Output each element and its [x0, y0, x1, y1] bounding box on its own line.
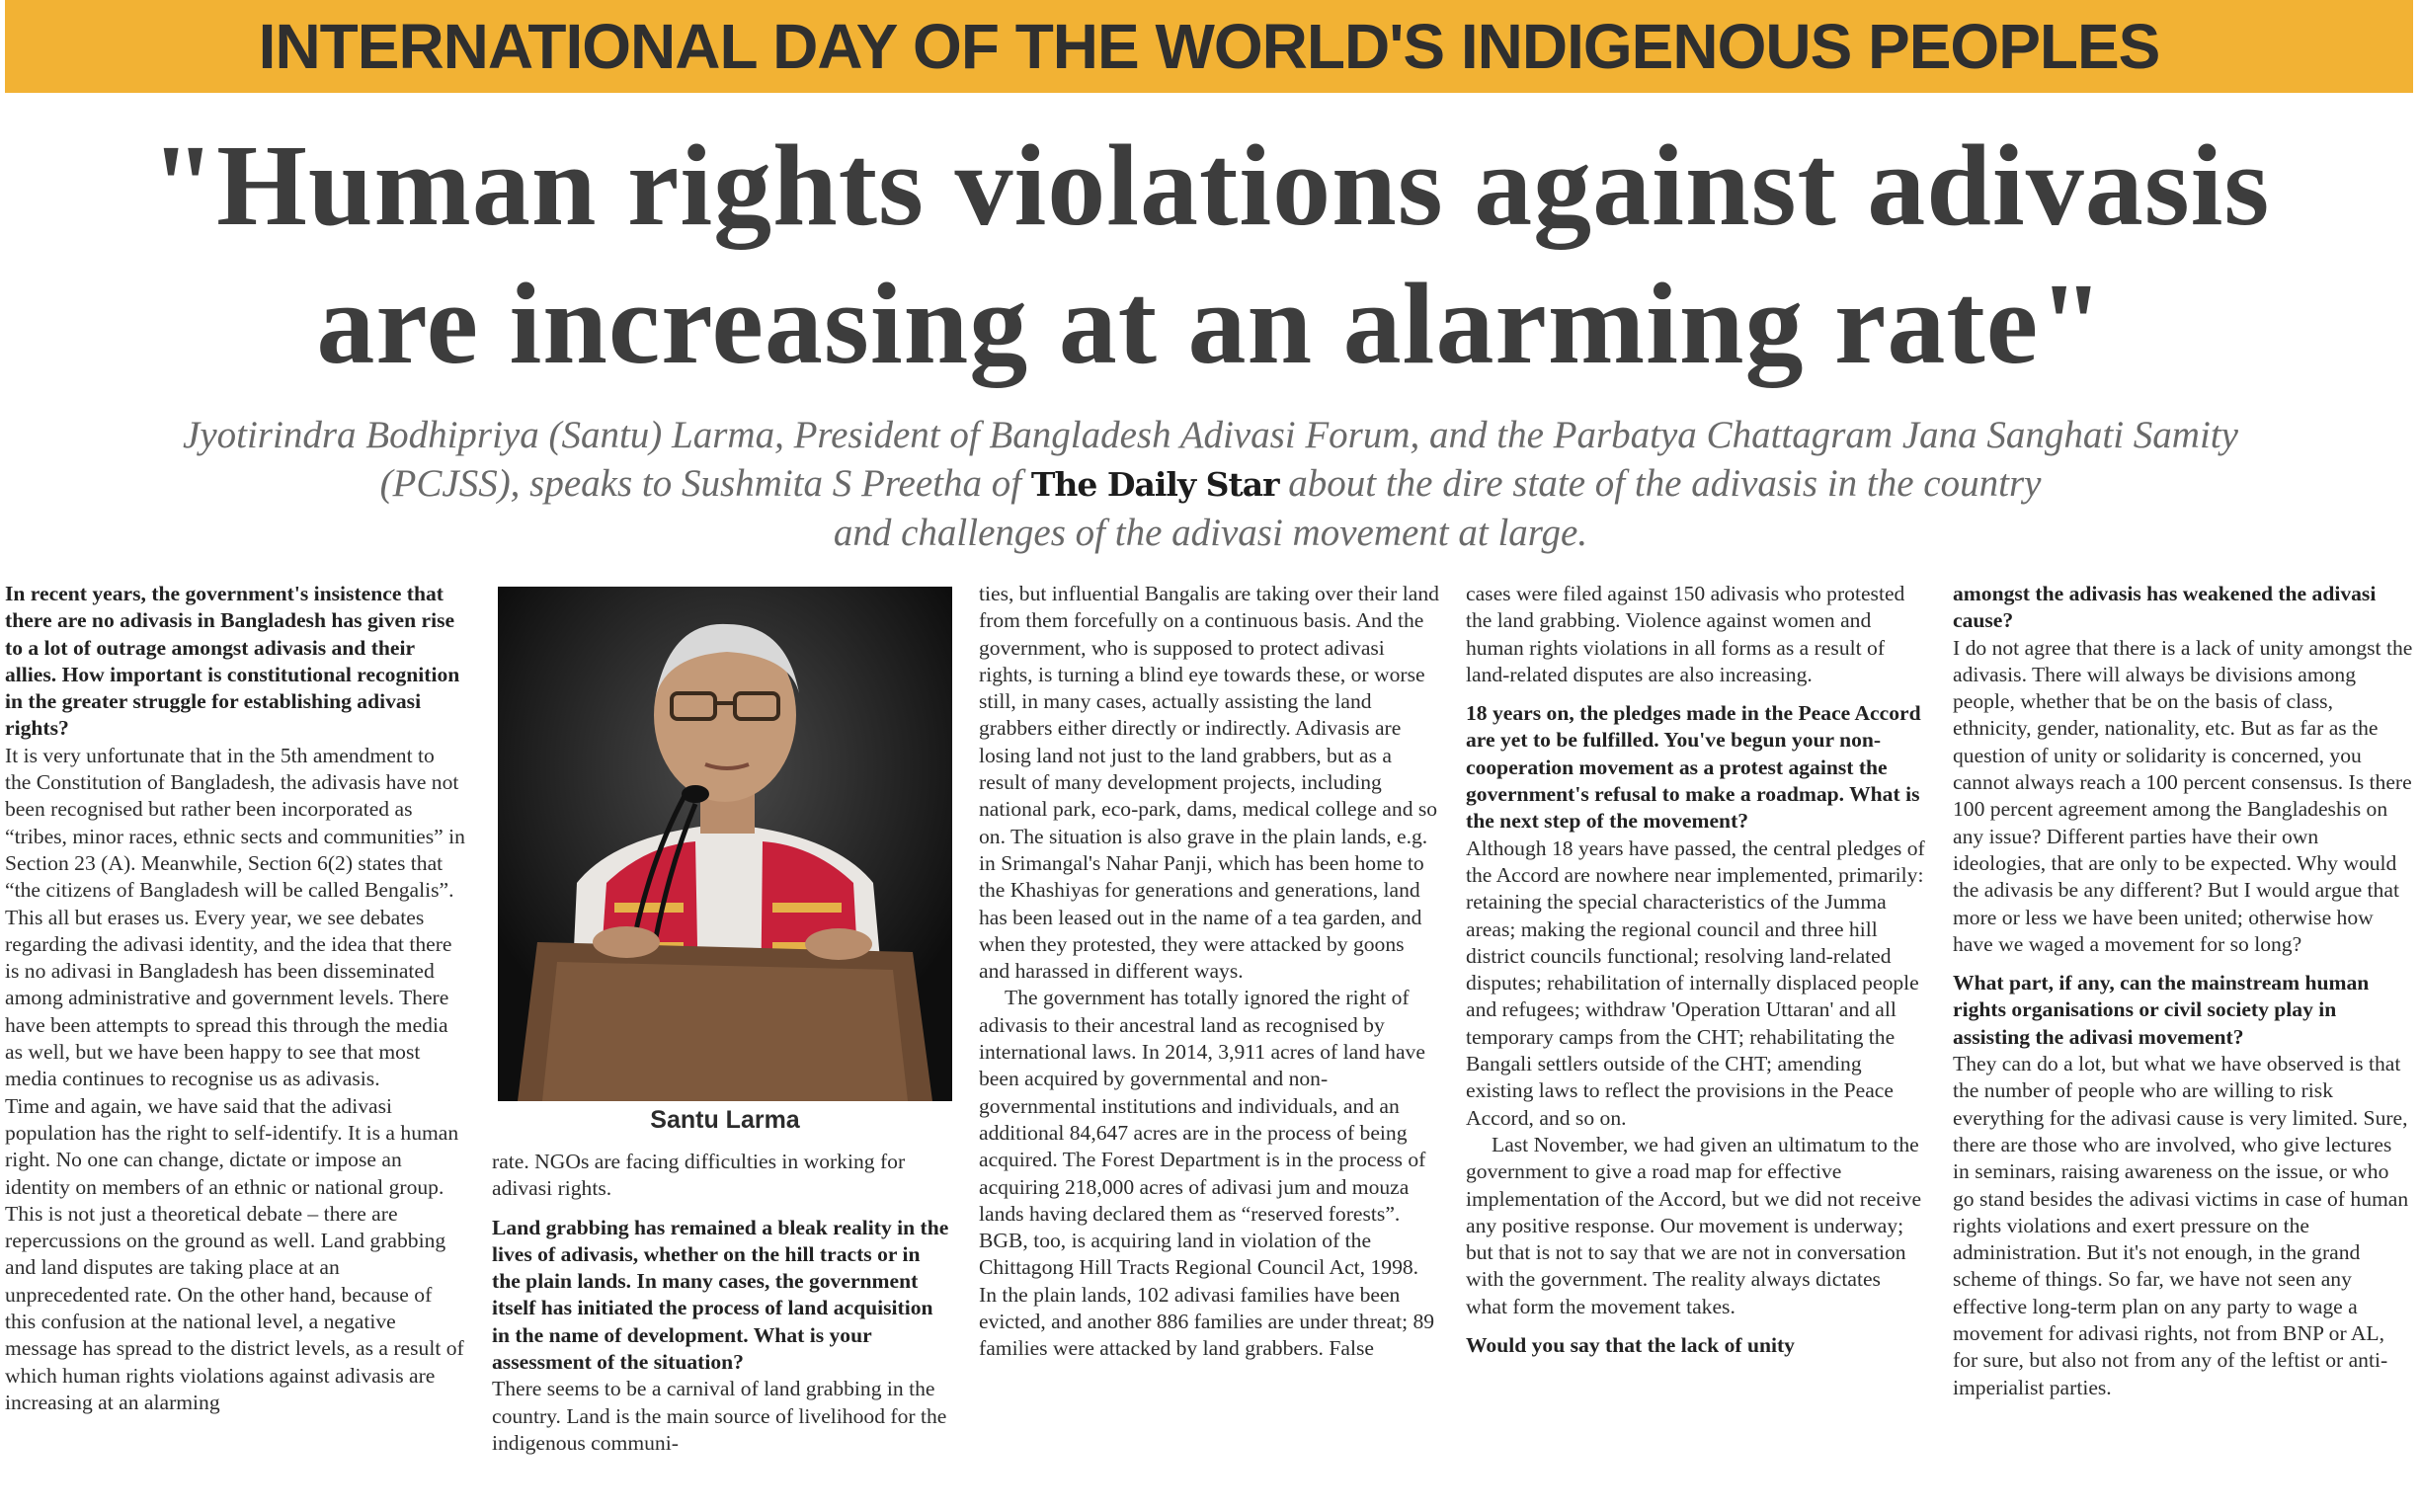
interview-answer: cases were filed against 150 adivasis who protested the land grabbing. Violence against women and human rights violations in all forms as a result of land-related disputes are also increasing.: [1466, 582, 1905, 686]
interview-question: amongst the adivasis has weakened the adivasi cause?: [1953, 582, 2377, 633]
daily-star-logo: The Daily Star: [1030, 465, 1279, 504]
photo-caption: Santu Larma: [650, 1106, 800, 1134]
interview-question: 18 years on, the pledges made in the Peace Accord are yet to be fulfilled. You've begun your non-cooperation movement as a protest against the government's refusal to make a roadmap. What is the next step of the movement?: [1466, 701, 1921, 834]
portrait-illustration: [498, 587, 952, 1101]
interview-question: Land grabbing has remained a bleak reality in the lives of adivasis, whether on the hill tracts or in the plain lands. In many cases, the government itself has initiated the process of land acquisition in the name of development. What is your assessment of the situation?: [492, 1215, 949, 1375]
interview-answer: ties, but influential Bangalis are taking over their land from them forcefully on a continuous basis. And the government, who is supposed to protect adivasi rights, is turning a blind eye towards these, or worse still, in many cases, actually assisting the land grabbers either directly or indirectly. Adivasis are losing land not just to the land grabbers, but as a result of many development projects, including national park, eco-park, dams, medical college and so on. The situation is also grave in the plain lands, e.g. in Srimangal's Nahar Panji, which has been home to the Khashiyas for generations and generations, land has been leased out in the name of a tea garden, and when they protested, they were attacked by goons and harassed in different ways.: [979, 582, 1439, 984]
interview-answer: There seems to be a carnival of land grabbing in the country. Land is the main source of livelihood for the indigenous communi-: [492, 1377, 947, 1455]
portrait-photo: [498, 587, 952, 1101]
article-column-2: [492, 1149, 952, 1457]
article-headline: [0, 117, 2421, 393]
banner-title: INTERNATIONAL DAY OF THE WORLD'S INDIGENOUS PEOPLES: [258, 11, 2160, 82]
interview-answer: Last November, we had given an ultimatum to the government to give a road map for effective implementation of the Accord, but we did not receive any positive response. Our movement is underway; but that is not to say that we are not in conversation with the government. The reality always dictates what form the movement takes.: [1466, 1132, 1922, 1318]
standfirst-line-1: Jyotirindra Bodhipriya (Santu) Larma, President of Bangladesh Adivasi Forum, and the Parbatya Chattagram Jana Sanghati Samity: [183, 414, 2238, 456]
interview-answer: It is very unfortunate that in the 5th amendment to the Constitution of Bangladesh, the adivasis have not been recognised but rather been incorporated as “tribes, minor races, ethnic sects and communities” in Section 23 (A). Meanwhile, Section 6(2) states that “the citizens of Bangladesh will be called Bengalis”. This all but erases us. Every year, we see debates regarding the adivasi identity, and the idea that there is no adivasi in Bangladesh has been disseminated among administrative and government levels. There have been attempts to spread this through the media as well, but we have been happy to see that most media continues to recognise us as adivasis.: [5, 743, 465, 1091]
section-banner: [5, 0, 2413, 93]
interview-answer: The government has totally ignored the right of adivasis to their ancestral land as recognised by international laws. In 2014, 3,911 acres of land have been acquired by governmental and non-governmental institutions and individuals, and an additional 84,647 acres are in the process of being acquired. The Forest Department is in the process of acquiring 218,000 acres of adivasi jum and mouza lands having declared them as “reserved forests”. BGB, too, is acquiring land in violation of the Chittagong Hill Tracts Regional Council Act, 1998. In the plain lands, 102 adivasi families have been evicted, and another 886 families are under threat; 89 families were attacked by land grabbers. False: [979, 986, 1435, 1361]
interview-answer: Although 18 years have passed, the central pledges of the Accord are nowhere near implemented, primarily: retaining the special characteristics of the Jumma areas; making the regional council and three hill district councils functional; resolving land-related disputes; rehabilitation of internally displaced people and refugees; withdraw 'Operation Uttaran' and all temporary camps from the CHT; rehabilitating the Bangali settlers outside of the CHT; amending existing laws to reflect the provisions in the Peace Accord, and so on.: [1466, 836, 1925, 1130]
interview-answer: They can do a lot, but what we have observed is that the number of people who are willing to risk everything for the adivasi cause is very limited. Sure, there are those who are involved, who give lectures in seminars, raising awareness on the issue, or who go stand besides the adivasi victims in case of human rights violations and exert pressure on the administration. But it's not enough, in the grand scheme of things. So far, we have not seen any effective long-term plan on any party to wage a movement for adivasi rights, not from BNP or AL, for sure, but also not from any of the leftist or anti-imperialist parties.: [1953, 1052, 2409, 1399]
headline-line-1: "Human rights violations against adivasis: [150, 120, 2271, 250]
interview-question: In recent years, the government's insistence that there are no adivasis in Bangladesh has given rise to a lot of outrage amongst adivasis and their allies. How important is constitutional recognition in the greater struggle for establishing adivasi rights?: [5, 582, 460, 741]
standfirst-line-2-after: about the dire state of the adivasis in the country: [1288, 462, 2042, 505]
interview-question: What part, if any, can the mainstream human rights organisations or civil society play in assisting the adivasi movement?: [1953, 971, 2370, 1049]
article-column-1: [5, 581, 465, 1416]
article-standfirst: [0, 411, 2421, 557]
standfirst-line-2: [0, 459, 2421, 509]
article-column-3: [979, 581, 1439, 1363]
interview-question: Would you say that the lack of unity: [1466, 1333, 1795, 1358]
headline-line-2: are increasing at an alarming rate": [316, 259, 2105, 388]
interview-answer: I do not agree that there is a lack of unity amongst the adivasis. There will always be divisions among people, whether that be on the basis of class, ethnicity, gender, nationality, etc. But as far as the question of unity or solidarity is concerned, you cannot always reach a 100 percent consensus. Is there 100 percent agreement among the Bangladeshis on any issue? Different parties have their own ideologies, that are only to be expected. Why would the adivasis be any different? But I would argue that more or less we have been united; otherwise how have we waged a movement for so long?: [1953, 635, 2413, 956]
standfirst-line-2-before: (PCJSS), speaks to Sushmita S Preetha of: [379, 462, 1022, 505]
interview-answer: Time and again, we have said that the adivasi population has the right to self-identify. It is a human right. No one can change, dictate or impose an identity on members of an ethnic or national group. This is not just a theoretical debate – there are repercussions on the ground as well. Land grabbing and land disputes are taking place at an unprecedented rate. On the other hand, because of this confusion at the national level, a negative message has spread to the district levels, as a result of which human rights violations against adivasis are increasing at an alarming: [5, 1093, 464, 1414]
standfirst-line-3: and challenges of the adivasi movement at large.: [833, 512, 1588, 554]
article-column-5: [1953, 581, 2413, 1401]
article-column-4: [1466, 581, 1926, 1359]
interview-answer: rate. NGOs are facing difficulties in working for adivasi rights.: [492, 1150, 906, 1201]
